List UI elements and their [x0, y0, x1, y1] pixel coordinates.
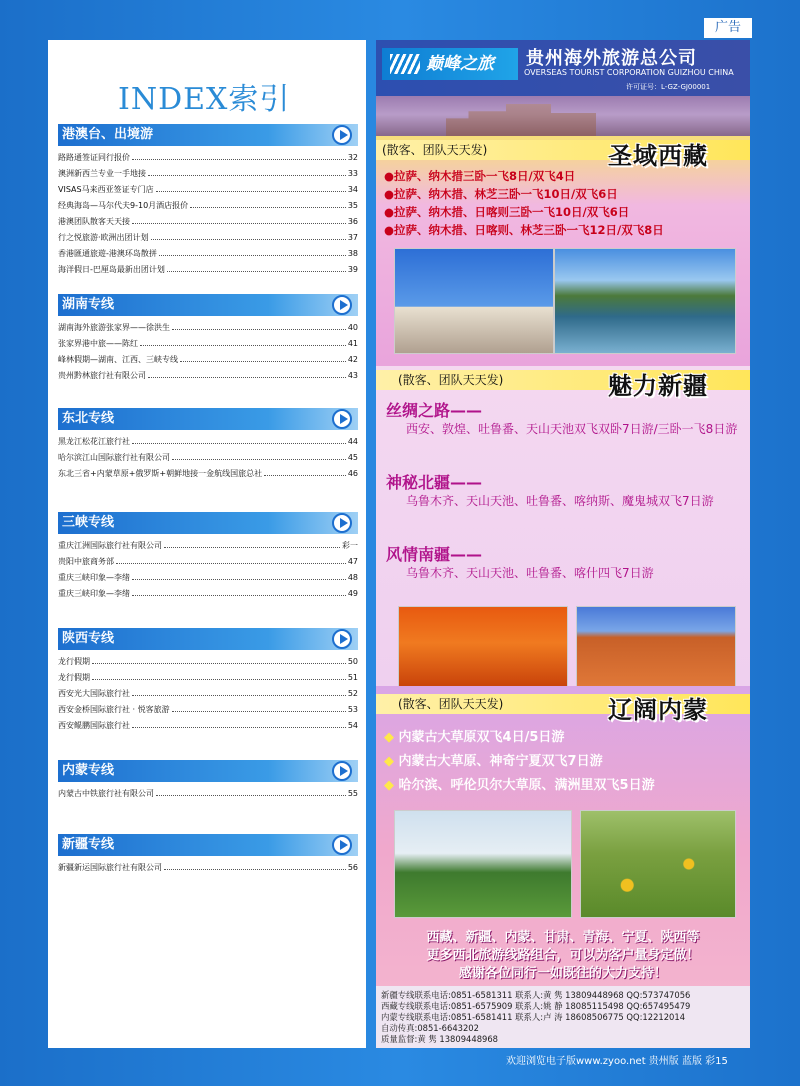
list-item[interactable]: 海洋假日-巴厘岛最新出团计划 39 [58, 265, 358, 274]
daily-departure-text: (散客、团队天天发) [398, 697, 504, 711]
index-section-northeast [58, 408, 358, 482]
list-item[interactable]: 港澳团队散客天天接 36 [58, 217, 358, 226]
list-item[interactable]: 哈尔滨江山国际旅行社有限公司 45 [58, 453, 358, 462]
index-section-hk-overseas [58, 124, 358, 278]
play-icon[interactable] [332, 295, 352, 315]
ad-header [376, 40, 750, 96]
section-title: 港澳台、出境游 [62, 127, 154, 142]
section-header[interactable] [58, 408, 358, 430]
inner-mongolia-banner [376, 690, 750, 724]
ad-tag: 广告 [704, 18, 752, 38]
section-title: 东北专线 [62, 411, 115, 426]
contact-line: 内蒙专线联系电话:0851-6581411 联系人:卢 涛 18608506775 QQ:12212014 [381, 1012, 686, 1022]
entry-list [58, 430, 358, 482]
inner-mongolia-route: ◆ 内蒙古大草原双飞4日/5日游 [384, 726, 564, 745]
section-header[interactable] [58, 512, 358, 534]
list-item[interactable]: 湖南海外旅游张家界——徐洪生 40 [58, 323, 358, 332]
route-group-heading: 神秘北疆—— [386, 473, 483, 492]
contact-line: 新疆专线联系电话:0851-6581311 联系人:黄 隽 13809448968 QQ:573747056 [381, 990, 691, 1000]
tibet-route: ●拉萨、纳木措、林芝三卧一飞10日/双飞6日 [384, 187, 618, 201]
section-header[interactable] [58, 124, 358, 146]
grassland-sheep-photo [394, 810, 572, 918]
contact-info [376, 986, 750, 1048]
promo-line: 感谢各位同行一如既往的大力支持！ [458, 966, 667, 981]
list-item[interactable]: VISAS马来西亚签证专门店 34 [58, 185, 358, 194]
daily-departure-text: (散客、团队天天发) [398, 373, 504, 387]
entry-list [58, 146, 358, 278]
tibet-banner [376, 136, 750, 170]
section-title: 三峡专线 [62, 515, 115, 530]
fax-line: 自动传真:0851-6643202 [381, 1023, 479, 1033]
promo-line: 更多西北旅游线路组合，可以为客户量身定做！ [426, 948, 700, 963]
logo-mark-icon [390, 54, 420, 74]
tibet-route: ●拉萨、纳木措、日喀则三卧一飞10日/双飞6日 [384, 205, 630, 219]
page-footer: 欢迎浏览电子版www.zyoo.net 贵州版 蓝版 彩15 [506, 1056, 728, 1067]
desert-dunes-photo [576, 606, 736, 688]
daily-departure-text: (散客、团队天天发) [382, 143, 488, 157]
index-section-shaanxi [58, 628, 358, 734]
xinjiang-title: 魅力新疆 [608, 371, 708, 400]
tibet-title: 圣域西藏 [608, 141, 708, 170]
play-icon[interactable] [332, 513, 352, 533]
xinjiang-section [376, 366, 750, 686]
list-item[interactable]: 路路通签证同行报价 32 [58, 153, 358, 162]
tibet-lake-photo [554, 248, 736, 354]
potala-palace-photo [394, 248, 554, 354]
list-item[interactable]: 行之悦旅游·欧洲出团计划 37 [58, 233, 358, 242]
company-logo [382, 48, 518, 80]
section-header[interactable] [58, 628, 358, 650]
contact-line: 西藏专线联系电话:0851-6575909 联系人:姚 静 18085115498 QQ:657495479 [381, 1001, 691, 1011]
route-group-body: 西安、敦煌、吐鲁番、天山天池双飞双卧7日游/三卧一飞8日游 [406, 422, 738, 436]
index-section-hunan [58, 294, 358, 384]
section-title: 湖南专线 [62, 297, 115, 312]
play-icon[interactable] [332, 125, 352, 145]
play-icon[interactable] [332, 835, 352, 855]
route-group-body: 乌鲁木齐、天山天池、吐鲁番、喀纳斯、魔鬼城双飞7日游 [406, 494, 714, 508]
index-section-three-gorges [58, 512, 358, 602]
xinjiang-banner [376, 366, 750, 400]
list-item[interactable]: 西安鲲鹏国际旅行社 54 [58, 721, 358, 730]
list-item[interactable]: 澳洲新西兰专业一手地接 33 [58, 169, 358, 178]
play-icon[interactable] [332, 761, 352, 781]
section-title: 内蒙专线 [62, 763, 115, 778]
list-item[interactable]: 西安光大国际旅行社 52 [58, 689, 358, 698]
list-item[interactable]: 内蒙古中铁旅行社有限公司 55 [58, 789, 358, 798]
tibet-section [376, 136, 750, 366]
entry-list [58, 782, 358, 802]
flower-meadow-photo [580, 810, 736, 918]
entry-list [58, 316, 358, 384]
desert-camel-photo [398, 606, 568, 688]
list-item[interactable]: 贵阳中旅商务部 47 [58, 557, 358, 566]
list-item[interactable]: 重庆三峡印象—李绪 48 [58, 573, 358, 582]
route-group-heading: 丝绸之路—— [386, 401, 483, 420]
inner-mongolia-route: ◆ 内蒙古大草原、神奇宁夏双飞7日游 [384, 750, 603, 769]
travel-ad [376, 40, 750, 1048]
list-item[interactable]: 香港匯通旅遊-港澳环岛散拼 38 [58, 249, 358, 258]
list-item[interactable]: 张家界港中旅——陈红 41 [58, 339, 358, 348]
section-header[interactable] [58, 294, 358, 316]
list-item[interactable]: 黑龙江松花江旅行社 44 [58, 437, 358, 446]
section-header[interactable] [58, 760, 358, 782]
tibet-route: ●拉萨、纳木措三卧一飞8日/双飞4日 [384, 169, 576, 183]
promo-line: 西藏、新疆、内蒙、甘肃、青海、宁夏、陕西等 [426, 930, 700, 945]
inner-mongolia-route: ◆ 哈尔滨、呼伦贝尔大草原、满洲里双飞5日游 [384, 774, 655, 793]
section-title: 新疆专线 [62, 837, 115, 852]
tibet-route: ●拉萨、纳木措、日喀则、林芝三卧一飞12日/双飞8日 [384, 223, 664, 237]
list-item[interactable]: 龙行假期 50 [58, 657, 358, 666]
index-section-xinjiang [58, 834, 358, 876]
license-number: 许可证号：L-GZ-GJ00001 [626, 83, 711, 91]
section-title: 陕西专线 [62, 631, 115, 646]
index-title: INDEX索引 [118, 82, 291, 117]
list-item[interactable]: 贵州黔林旅行社有限公司 43 [58, 371, 358, 380]
list-item[interactable]: 重庆江洲国际旅行社有限公司 彩一 [58, 541, 358, 550]
list-item[interactable]: 经典海岛—马尔代夫9-10月酒店报价 35 [58, 201, 358, 210]
logo-text: 巅峰之旅 [426, 54, 494, 74]
quality-supervision-line: 质量监督:黄 隽 13809448968 [381, 1034, 499, 1044]
entry-list [58, 534, 358, 602]
index-panel [48, 40, 366, 1048]
list-item[interactable]: 新疆新运国际旅行社有限公司 56 [58, 863, 358, 872]
list-item[interactable]: 西安金桥国际旅行社 · 悦客旅游 53 [58, 705, 358, 714]
list-item[interactable]: 龙行假期 51 [58, 673, 358, 682]
play-icon[interactable] [332, 629, 352, 649]
index-section-inner-mongolia [58, 760, 358, 802]
list-item[interactable]: 重庆三峡印象—李绪 49 [58, 589, 358, 598]
company-english-name: OVERSEAS TOURIST CORPORATION GUIZHOU CHINA [524, 68, 734, 77]
entry-list [58, 856, 358, 876]
inner-mongolia-title: 辽阔内蒙 [608, 695, 708, 724]
entry-list [58, 650, 358, 734]
company-name: 贵州海外旅游总公司 [526, 48, 697, 69]
play-icon[interactable] [332, 409, 352, 429]
list-item[interactable]: 东北三省+内蒙草原+俄罗斯+朝鲜地接一金航线国旅总社 46 [58, 469, 358, 478]
route-group-heading: 风情南疆—— [386, 545, 483, 564]
list-item[interactable]: 峰林假期—湖南、江西、三峡专线 42 [58, 355, 358, 364]
section-header[interactable] [58, 834, 358, 856]
route-group-body: 乌鲁木齐、天山天池、吐鲁番、喀什四飞7日游 [406, 566, 654, 580]
